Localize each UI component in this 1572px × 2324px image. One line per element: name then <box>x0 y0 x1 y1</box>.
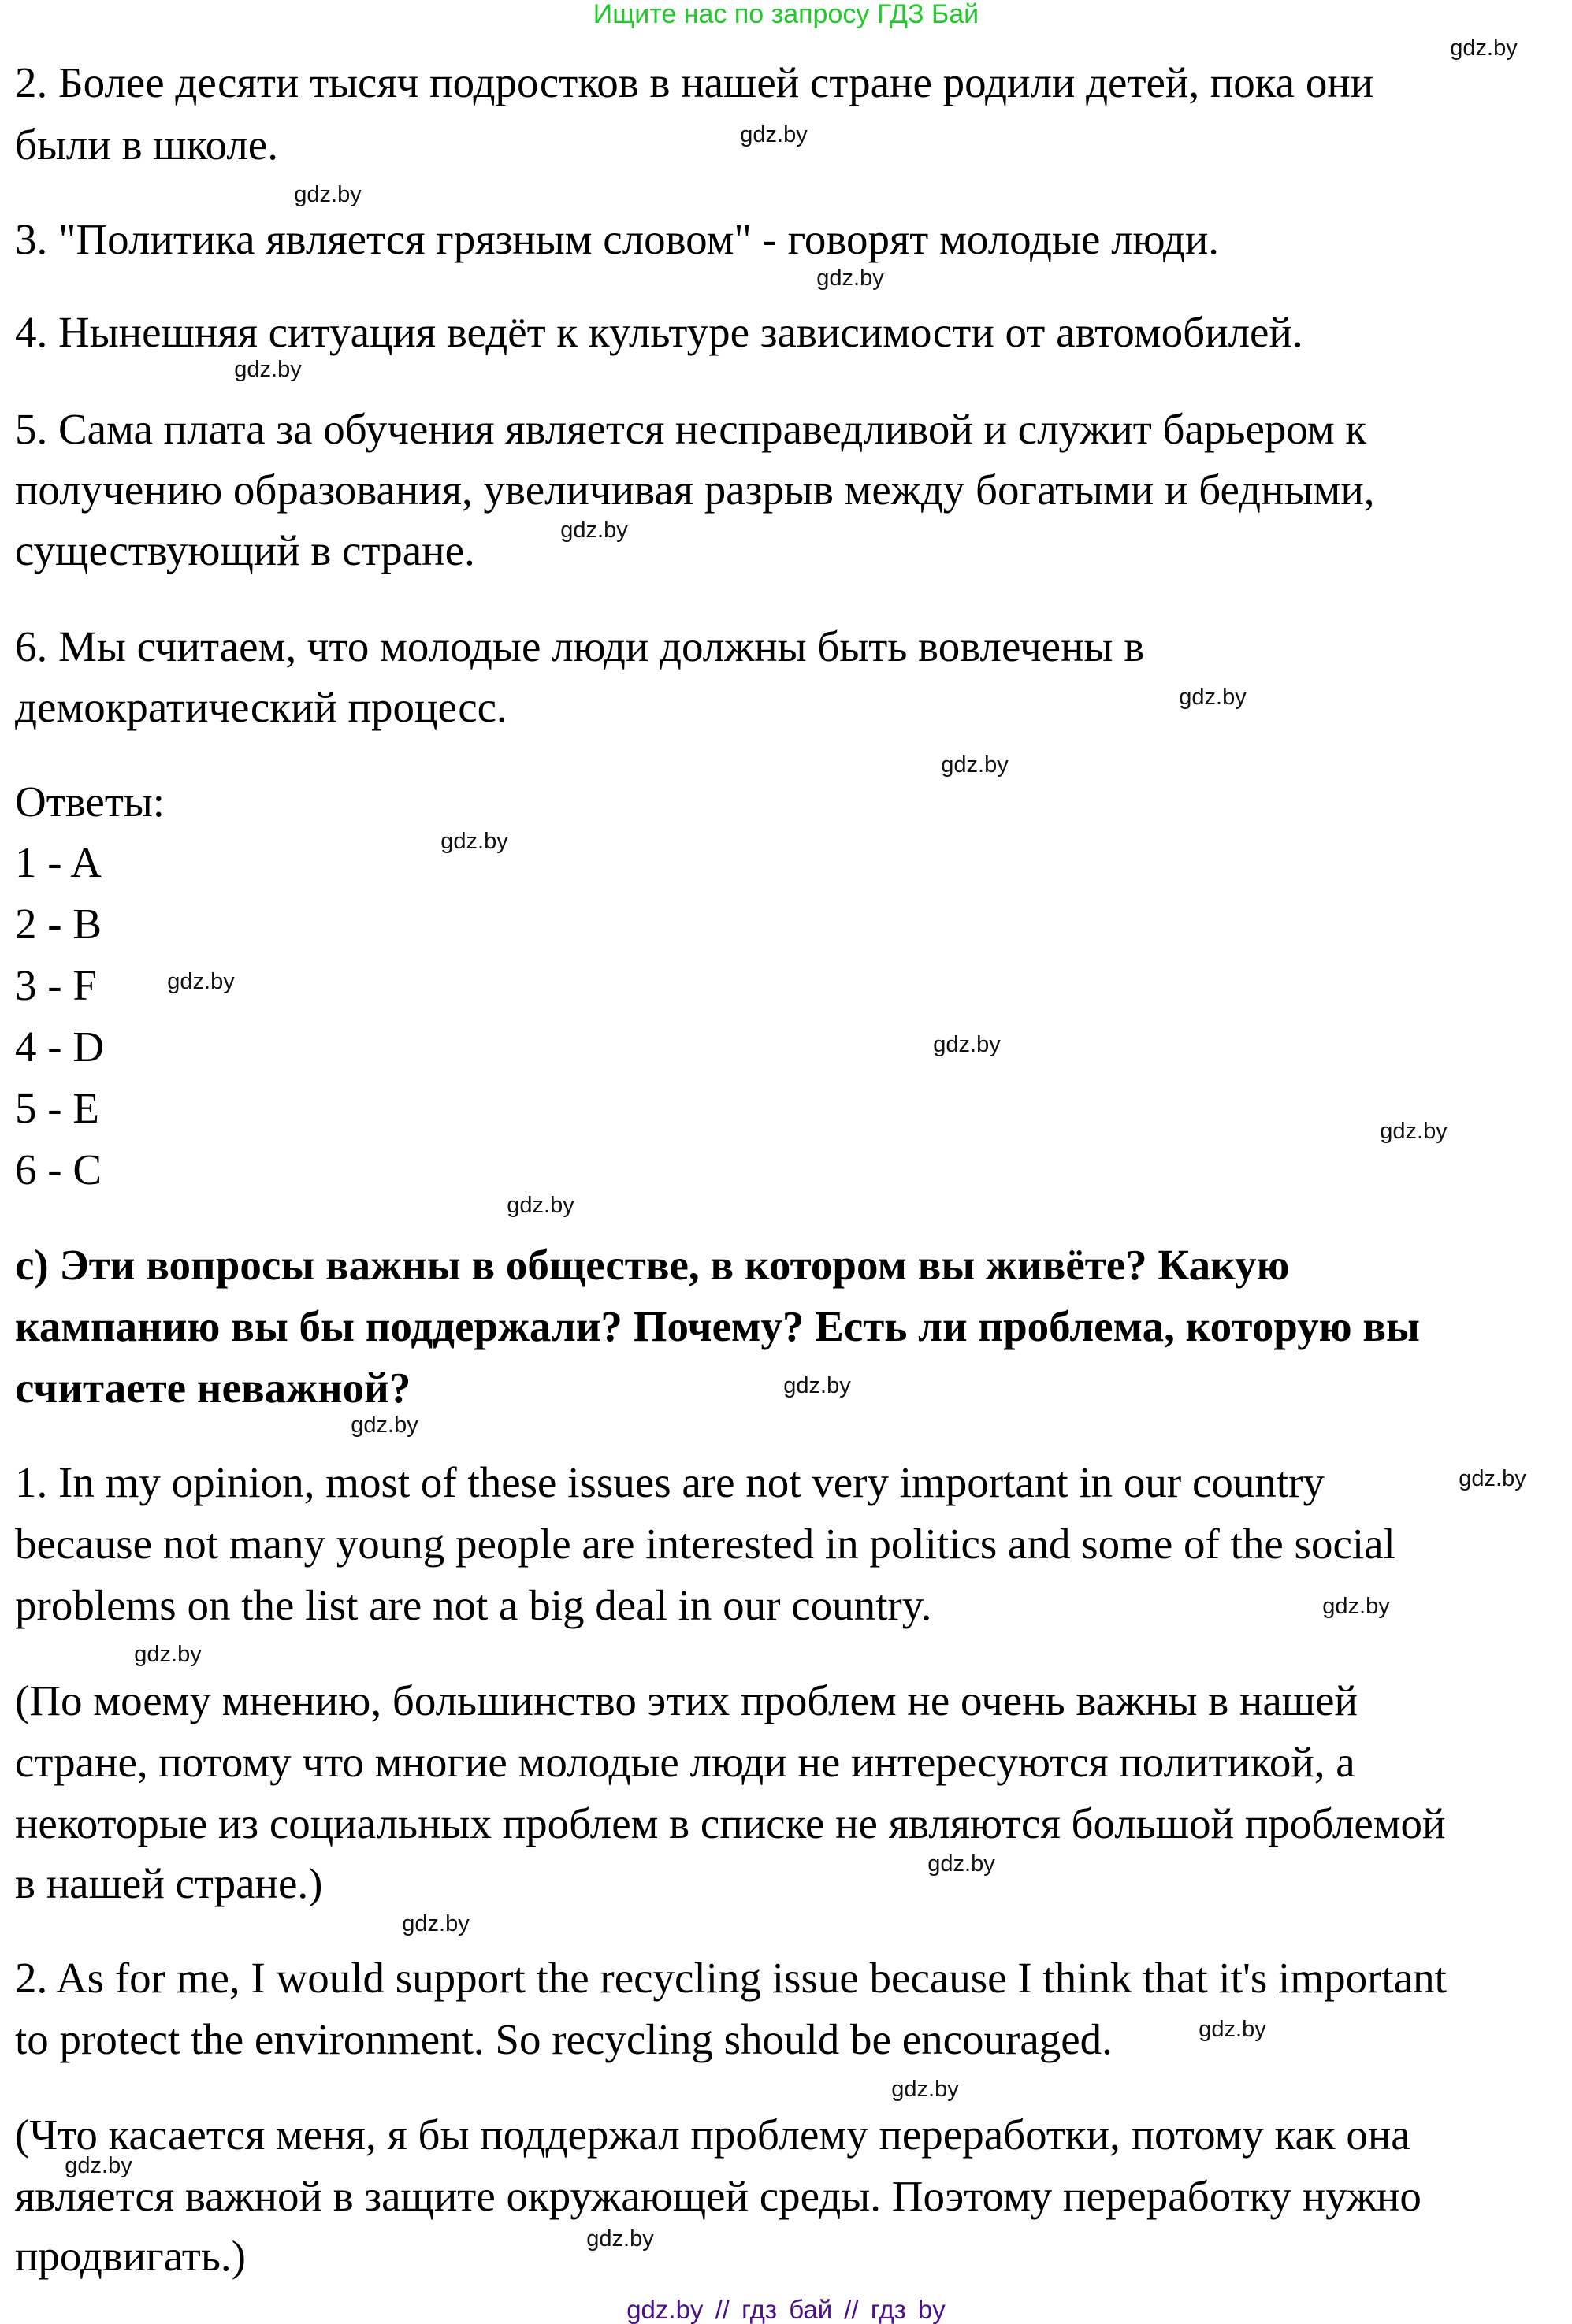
watermark: gdz.by <box>1459 1466 1526 1491</box>
watermark: gdz.by <box>1179 685 1247 710</box>
statement-5-line-1: 5. Сама плата за обучения является несправедливой и служит барьером к <box>15 405 1367 453</box>
statement-2-line-2: были в школе. <box>15 121 278 169</box>
statement-6-line-1: 6. Мы считаем, что молодые люди должны быть вовлечены в <box>15 622 1145 670</box>
watermark: gdz.by <box>560 518 628 543</box>
answer-item: 4 - D <box>15 1023 105 1071</box>
watermark: gdz.by <box>351 1413 418 1438</box>
watermark: gdz.by <box>927 1851 995 1877</box>
watermark: gdz.by <box>1450 35 1518 61</box>
response-1-russian-line-1: (По моему мнению, большинство этих проблем не очень важны в нашей <box>15 1676 1358 1724</box>
answer-item: 3 - F <box>15 961 97 1009</box>
watermark: gdz.by <box>167 969 235 994</box>
response-1-english-line-3: problems on the list are not a big deal in our country. <box>15 1581 932 1629</box>
response-1-english-line-2: because not many young people are interested in politics and some of the social <box>15 1520 1395 1568</box>
watermark: gdz.by <box>440 829 508 854</box>
watermark: gdz.by <box>783 1373 851 1398</box>
watermark: gdz.by <box>740 122 808 147</box>
response-2-russian-line-2: является важной в защите окружающей среды. Поэтому переработку нужно <box>15 2172 1421 2220</box>
footer-links: gdz.by // гдз бай // гдз by <box>626 2295 946 2324</box>
statement-5-line-2: получению образования, увеличивая разрыв между богатыми и бедными, <box>15 466 1375 514</box>
response-1-russian-line-4: в нашей стране.) <box>15 1859 323 1907</box>
watermark: gdz.by <box>507 1193 574 1218</box>
watermark: gdz.by <box>234 357 302 382</box>
response-2-russian-line-1: (Что касается меня, я бы поддержал проблему переработки, потому как она <box>15 2111 1410 2159</box>
statement-4-line-1: 4. Нынешняя ситуация ведёт к культуре зависимости от автомобилей. <box>15 308 1303 356</box>
statement-5-line-3: существующий в стране. <box>15 526 475 574</box>
watermark: gdz.by <box>586 2226 654 2252</box>
statement-6-line-2: демократический процесс. <box>15 683 507 731</box>
search-hint-banner: Ищите нас по запросу ГДЗ Бай <box>593 0 979 29</box>
response-1-russian-line-2: стране, потому что многие молодые люди не интересуются политикой, а <box>15 1738 1355 1786</box>
watermark: gdz.by <box>402 1911 470 1936</box>
question-c-line-1: c) Эти вопросы важны в обществе, в котором вы живёте? Какую <box>15 1241 1290 1289</box>
question-c-line-3: считаете неважной? <box>15 1364 411 1412</box>
answer-item: 2 - B <box>15 900 102 948</box>
response-1-english-line-1: 1. In my opinion, most of these issues are not very important in our country <box>15 1458 1325 1506</box>
answer-item: 6 - C <box>15 1145 102 1194</box>
watermark: gdz.by <box>891 2077 959 2102</box>
question-c-line-2: кампанию вы бы поддержали? Почему? Есть ли проблема, которую вы <box>15 1302 1420 1350</box>
watermark: gdz.by <box>1199 2017 1266 2042</box>
statement-2-line-1: 2. Более десяти тысяч подростков в нашей стране родили детей, пока они <box>15 58 1374 106</box>
answer-item: 5 - E <box>15 1084 99 1132</box>
response-2-english-line-2: to protect the environment. So recycling should be encouraged. <box>15 2015 1113 2063</box>
statement-3-line-1: 3. "Политика является грязным словом" - говорят молодые люди. <box>15 215 1220 263</box>
answers-title: Ответы: <box>15 778 165 826</box>
response-1-russian-line-3: некоторые из социальных проблем в списке не являются большой проблемой <box>15 1799 1446 1847</box>
answer-item: 1 - A <box>15 838 102 886</box>
watermark: gdz.by <box>1322 1594 1390 1619</box>
watermark: gdz.by <box>941 752 1009 778</box>
watermark: gdz.by <box>294 182 362 207</box>
response-2-russian-line-3: продвигать.) <box>15 2232 246 2280</box>
watermark: gdz.by <box>1380 1119 1448 1144</box>
watermark: gdz.by <box>933 1032 1001 1057</box>
watermark: gdz.by <box>134 1642 202 1667</box>
watermark: gdz.by <box>816 265 884 291</box>
watermark: gdz.by <box>65 2153 132 2178</box>
response-2-english-line-1: 2. As for me, I would support the recycling issue because I think that it's important <box>15 1954 1447 2002</box>
